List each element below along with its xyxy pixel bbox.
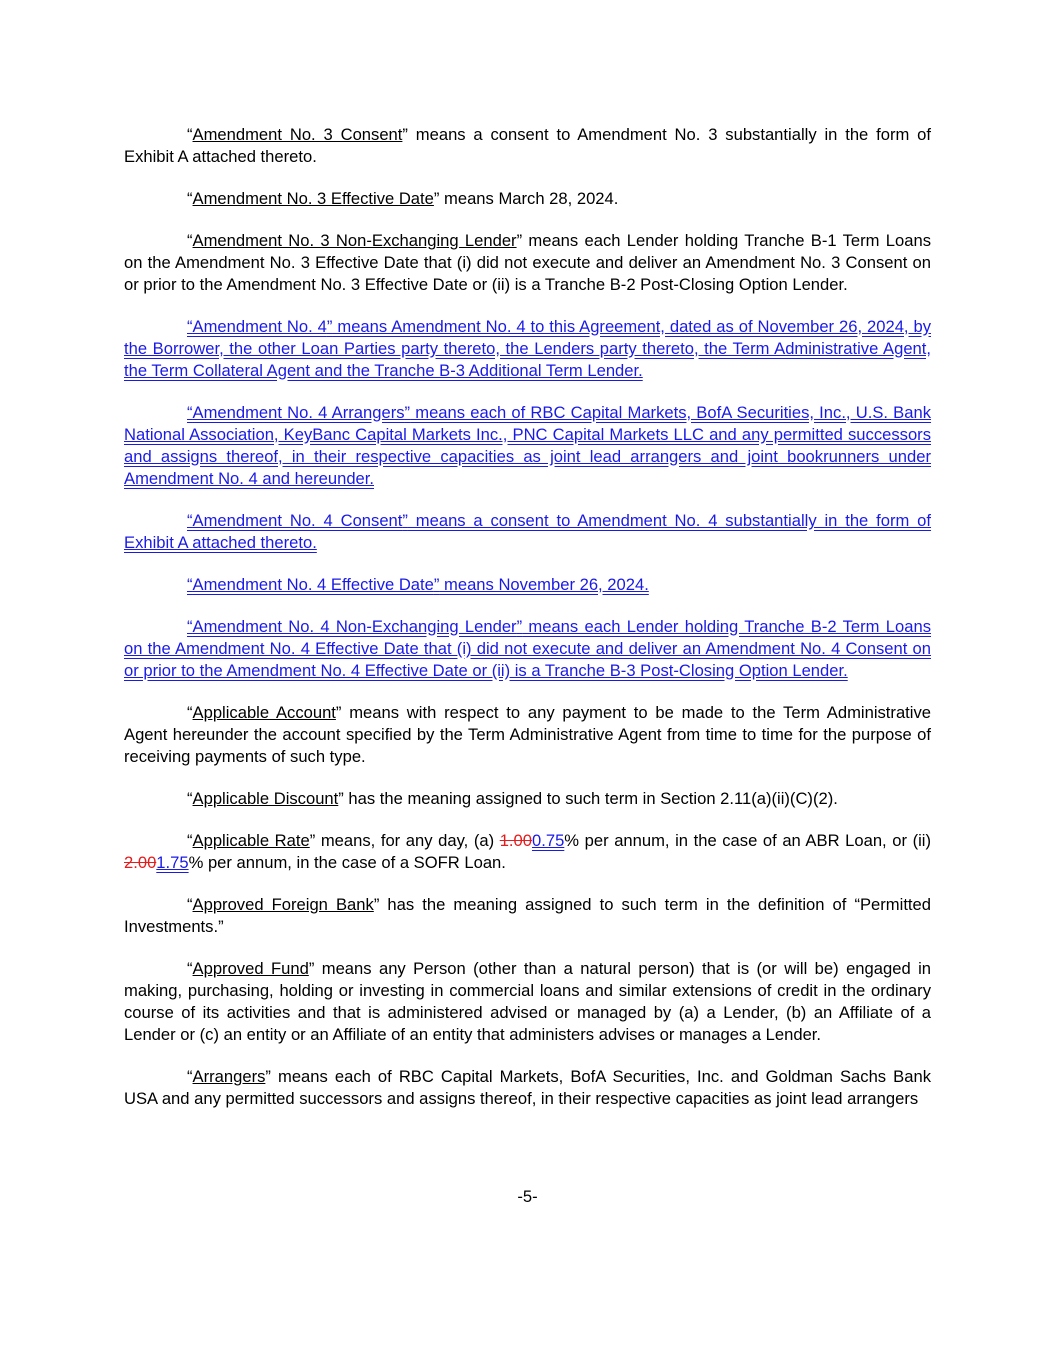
definition-text: means November 26, 2024. — [439, 575, 649, 594]
definition-applicable-discount — [124, 788, 931, 810]
definition-text: means Amendment No. 4 to this Agreement, dated as of November 26, 2024, by the Borrower, the other Loan Parties party thereto, the Lenders party thereto, the Term Administrative Agent, the Term Collateral Agent and the Tranche B-3 Additional Term Lender. — [124, 317, 931, 380]
definition-text: % per annum, in the case of an ABR Loan, or (ii) — [564, 831, 931, 850]
definition-text: means each Lender holding Tranche B-1 Term Loans on the Amendment No. 3 Effective Date that (i) did not execute and deliver an Amendment No. 3 Consent on or prior to the Amendment No. 3 Effective Date or (ii) is a Tranche B-2 Post-Closing Option Lender. — [124, 231, 931, 294]
close-quote: ” — [373, 895, 380, 914]
open-quote: “ — [187, 959, 193, 978]
definition-text: has the meaning assigned to such term in the definition of “Permitted Investments.” — [124, 895, 931, 936]
close-quote: ” — [402, 125, 408, 144]
definition-text: means a consent to Amendment No. 3 substantially in the form of Exhibit A attached thereto. — [124, 125, 932, 166]
defined-term: Amendment No. 3 Non-Exchanging Lender — [192, 231, 517, 250]
defined-term: Approved Foreign Bank — [192, 895, 374, 914]
close-quote: ” — [308, 959, 315, 978]
definition-text: means each of RBC Capital Markets, BofA Securities, Inc. and Goldman Sachs Bank USA and any permitted successors and assigns thereof, in their respective capacities as joint lead arrangers — [124, 1067, 931, 1108]
definition-text: % per annum, in the case of a SOFR Loan. — [188, 853, 506, 872]
defined-term: Applicable Account — [192, 703, 336, 722]
definition-text: means each Lender holding Tranche B-2 Term Loans on the Amendment No. 4 Effective Date that (i) did not execute and deliver an Amendment No. 4 Consent on or prior to the Amendment No. 4 Effective Date or (ii) is a Tranche B-3 Post-Closing Option Lender. — [124, 617, 931, 680]
definition-text: means each of RBC Capital Markets, BofA Securities, Inc., U.S. Bank National Association, KeyBanc Capital Markets Inc., PNC Capital Markets LLC and any permitted successors and assigns thereof, in their respective capacities as joint lead arrangers and joint bookrunners under Amendment No. 4 and hereunder. — [124, 403, 932, 488]
definition-amendment-3-effective-date — [124, 188, 931, 210]
defined-term: Arrangers — [192, 1067, 266, 1086]
open-quote: “ — [187, 575, 193, 594]
deleted-abr-rate: 1.00 — [499, 831, 532, 850]
definition-amendment-3-non-exchanging-lender — [124, 230, 931, 296]
definitions-body — [124, 124, 931, 1130]
defined-term: Amendment No. 4 — [192, 317, 327, 336]
close-quote: ” — [516, 617, 523, 636]
inserted-definition-amendment-4 — [124, 316, 931, 382]
open-quote: “ — [187, 703, 193, 722]
definition-text: has the meaning assigned to such term in Section 2.11(a)(ii)(C)(2). — [343, 789, 838, 808]
deleted-sofr-rate: 2.00 — [124, 853, 157, 872]
page-number: -5- — [517, 1187, 538, 1206]
open-quote: “ — [187, 231, 193, 250]
definition-applicable-account — [124, 702, 931, 768]
definition-text: means with respect to any payment to be made to the Term Administrative Agent hereunder the account specified by the Term Administrative Agent from time to time for the purpose of receiving payments of such type. — [124, 703, 931, 766]
open-quote: “ — [187, 617, 193, 636]
defined-term: Applicable Discount — [192, 789, 339, 808]
defined-term: Amendment No. 3 Consent — [192, 125, 403, 144]
open-quote: “ — [187, 511, 193, 530]
definition-text: means, for any day, (a) — [315, 831, 500, 850]
open-quote: “ — [187, 189, 193, 208]
close-quote: ” — [338, 789, 344, 808]
definition-amendment-3-consent — [124, 124, 931, 168]
defined-term: Amendment No. 4 Consent — [192, 511, 403, 530]
definition-approved-fund — [124, 958, 931, 1046]
definition-text: means March 28, 2024. — [439, 189, 619, 208]
close-quote: ” — [433, 575, 440, 594]
inserted-definition-amendment-4-arrangers — [124, 402, 931, 490]
defined-term: Applicable Rate — [192, 831, 310, 850]
inserted-abr-rate: 0.75 — [532, 831, 565, 850]
close-quote: ” — [309, 831, 316, 850]
close-quote: ” — [402, 511, 408, 530]
inserted-sofr-rate: 1.75 — [156, 853, 189, 872]
open-quote: “ — [187, 317, 193, 336]
defined-term: Approved Fund — [192, 959, 309, 978]
defined-term: Amendment No. 4 Effective Date — [192, 575, 434, 594]
open-quote: “ — [187, 125, 193, 144]
definition-text: means any Person (other than a natural person) that is (or will be) engaged in making, purchasing, holding or investing in commercial loans and similar extensions of credit in the ordinary course of its activities and that is administered advised or managed by (a) a Lender, (b) an Affiliate of a Lender or (c) an entity or an Affiliate of an entity that administers advises or manages a Lender. — [124, 959, 932, 1044]
defined-term: Amendment No. 4 Non-Exchanging Lender — [192, 617, 517, 636]
definition-applicable-rate — [124, 830, 931, 874]
open-quote: “ — [187, 831, 193, 850]
close-quote: ” — [326, 317, 333, 336]
close-quote: ” — [265, 1067, 271, 1086]
definition-arrangers — [124, 1066, 931, 1110]
inserted-definition-amendment-4-effective-date — [124, 574, 931, 596]
open-quote: “ — [187, 789, 193, 808]
inserted-definition-amendment-4-non-exchanging-lender — [124, 616, 931, 682]
definition-text: means a consent to Amendment No. 4 substantially in the form of Exhibit A attached thereto. — [124, 511, 932, 552]
close-quote: ” — [335, 703, 342, 722]
defined-term: Amendment No. 4 Arrangers — [192, 403, 405, 422]
close-quote: ” — [404, 403, 411, 422]
inserted-definition-amendment-4-consent — [124, 510, 931, 554]
open-quote: “ — [187, 895, 193, 914]
defined-term: Amendment No. 3 Effective Date — [192, 189, 434, 208]
close-quote: ” — [516, 231, 523, 250]
open-quote: “ — [187, 403, 193, 422]
open-quote: “ — [187, 1067, 193, 1086]
close-quote: ” — [433, 189, 440, 208]
definition-approved-foreign-bank — [124, 894, 931, 938]
